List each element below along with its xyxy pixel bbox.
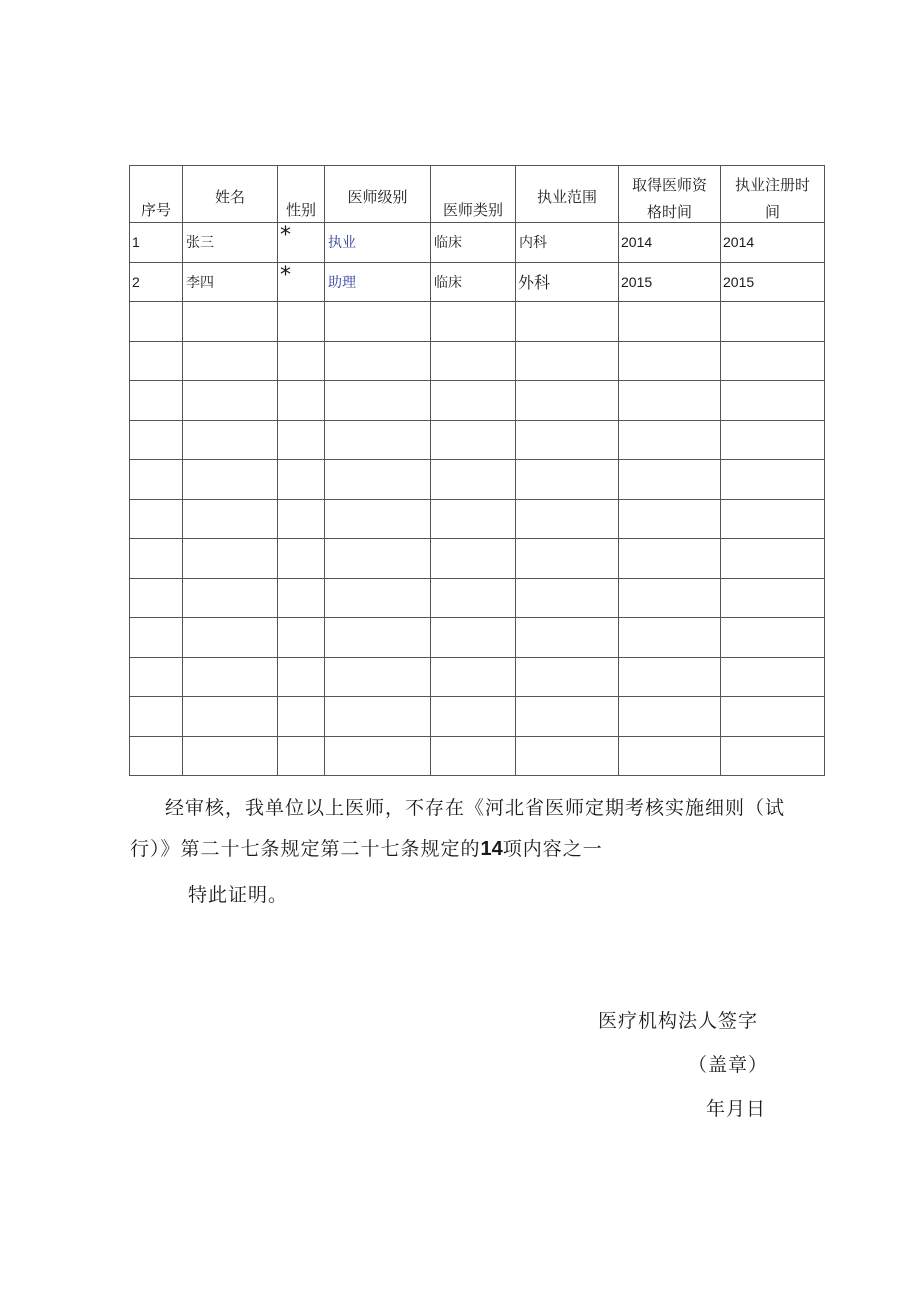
table-row-empty (130, 460, 825, 500)
physician-roster-table (129, 165, 825, 776)
cell-gender-empty (278, 736, 325, 776)
cell-gender-empty (278, 302, 325, 342)
header-registration-time: 执业注册时 间 (721, 166, 825, 223)
cell-name-empty (183, 618, 278, 658)
cell-gender-empty (278, 420, 325, 460)
cell-level-empty (325, 736, 431, 776)
cell-level-empty (325, 460, 431, 500)
cell-seq-empty (130, 618, 183, 658)
cell-category-empty (431, 499, 516, 539)
cell-category-empty (431, 539, 516, 579)
cell-qualification-time-empty (619, 341, 721, 381)
cell-level-empty (325, 539, 431, 579)
cell-level: 助理 (325, 262, 431, 302)
cell-registration-time-empty (721, 578, 825, 618)
cell-seq-empty (130, 381, 183, 421)
header-category: 医师类别 (431, 166, 516, 223)
cell-seq-empty (130, 341, 183, 381)
cell-gender-empty (278, 341, 325, 381)
cell-qualification-time-empty (619, 697, 721, 737)
cell-name-empty (183, 539, 278, 579)
cell-scope-empty (516, 381, 619, 421)
cell-name-empty (183, 697, 278, 737)
cell-registration-time-empty (721, 618, 825, 658)
table-row-empty (130, 578, 825, 618)
signature-seal: （盖章） (688, 1054, 769, 1076)
cell-level: 执业 (325, 223, 431, 263)
statement-line-2-text: 行）》第二十七条规定第二十七条规定的 (130, 838, 481, 860)
cell-gender: * (278, 262, 325, 302)
cell-registration-time-empty (721, 539, 825, 579)
cell-gender-empty (278, 460, 325, 500)
cell-registration-time-empty (721, 736, 825, 776)
cell-category-empty (431, 420, 516, 460)
cell-level-empty (325, 578, 431, 618)
table-row-empty (130, 539, 825, 579)
cell-name-empty (183, 578, 278, 618)
table-row-empty (130, 736, 825, 776)
cell-level-empty (325, 302, 431, 342)
cell-seq: 1 (130, 223, 183, 263)
cell-seq-empty (130, 460, 183, 500)
cell-gender: * (278, 223, 325, 263)
header-seq: 序号 (130, 166, 183, 223)
cell-scope: 外科 (516, 262, 619, 302)
cell-seq-empty (130, 697, 183, 737)
cell-seq-empty (130, 302, 183, 342)
statement-item-count: 14 (480, 838, 503, 860)
cell-registration-time-empty (721, 460, 825, 500)
cell-category-empty (431, 657, 516, 697)
cell-scope-empty (516, 697, 619, 737)
cell-name-empty (183, 460, 278, 500)
cell-registration-time: 2015 (721, 262, 825, 302)
cell-seq-empty (130, 578, 183, 618)
table-row-empty (130, 302, 825, 342)
cell-scope-empty (516, 618, 619, 658)
cell-registration-time-empty (721, 697, 825, 737)
statement-line-2-tail: 项内容之一 (502, 838, 603, 860)
cell-name-empty (183, 499, 278, 539)
table-row-empty (130, 697, 825, 737)
cell-qualification-time-empty (619, 302, 721, 342)
cell-scope: 内科 (516, 223, 619, 263)
cell-scope-empty (516, 657, 619, 697)
cell-name-empty (183, 302, 278, 342)
cell-gender-empty (278, 618, 325, 658)
cell-qualification-time-empty (619, 420, 721, 460)
table-row-empty (130, 420, 825, 460)
cell-gender-empty (278, 697, 325, 737)
cell-scope-empty (516, 539, 619, 579)
cell-registration-time-empty (721, 657, 825, 697)
signature-signer: 医疗机构法人签字 (598, 1010, 759, 1032)
cell-registration-time-empty (721, 499, 825, 539)
table-row-empty (130, 618, 825, 658)
cell-qualification-time-empty (619, 736, 721, 776)
table-header-row (130, 166, 825, 223)
cell-name-empty (183, 657, 278, 697)
statement-line-1: 经审核，我单位以上医师，不存在《河北省医师定期考核实施细则（试 (165, 797, 786, 819)
cell-category-empty (431, 697, 516, 737)
cell-category-empty (431, 381, 516, 421)
cell-name-empty (183, 341, 278, 381)
cell-category-empty (431, 578, 516, 618)
header-gender: 性别 (278, 166, 325, 223)
cell-gender-empty (278, 578, 325, 618)
cell-qualification-time: 2015 (619, 262, 721, 302)
cell-level-empty (325, 657, 431, 697)
cell-scope-empty (516, 420, 619, 460)
cell-level-empty (325, 499, 431, 539)
table-row-empty (130, 499, 825, 539)
cell-qualification-time-empty (619, 499, 721, 539)
table-row (130, 223, 825, 263)
cell-seq: 2 (130, 262, 183, 302)
cell-qualification-time-empty (619, 618, 721, 658)
cell-scope-empty (516, 460, 619, 500)
table-row-empty (130, 657, 825, 697)
cell-name: 李四 (183, 262, 278, 302)
cell-seq-empty (130, 657, 183, 697)
cell-qualification-time-empty (619, 381, 721, 421)
cell-name-empty (183, 736, 278, 776)
header-qualification-time: 取得医师资 格时间 (619, 166, 721, 223)
cell-category-empty (431, 460, 516, 500)
cell-gender-empty (278, 539, 325, 579)
header-scope: 执业范围 (516, 166, 619, 223)
table-row-empty (130, 381, 825, 421)
cell-registration-time: 2014 (721, 223, 825, 263)
cell-category-empty (431, 302, 516, 342)
cell-category: 临床 (431, 262, 516, 302)
cell-category-empty (431, 736, 516, 776)
cell-name: 张三 (183, 223, 278, 263)
cell-seq-empty (130, 420, 183, 460)
cell-registration-time-empty (721, 420, 825, 460)
cell-gender-empty (278, 657, 325, 697)
statement-certify: 特此证明。 (188, 884, 289, 906)
cell-scope-empty (516, 341, 619, 381)
cell-qualification-time-empty (619, 460, 721, 500)
table-row-empty (130, 341, 825, 381)
cell-category: 临床 (431, 223, 516, 263)
cell-seq-empty (130, 736, 183, 776)
cell-seq-empty (130, 499, 183, 539)
cell-gender-empty (278, 381, 325, 421)
cell-qualification-time-empty (619, 657, 721, 697)
cell-registration-time-empty (721, 302, 825, 342)
cell-scope-empty (516, 578, 619, 618)
cell-qualification-time-empty (619, 578, 721, 618)
cell-seq-empty (130, 539, 183, 579)
cell-qualification-time-empty (619, 539, 721, 579)
cell-level-empty (325, 618, 431, 658)
cell-name-empty (183, 381, 278, 421)
cell-name-empty (183, 420, 278, 460)
cell-qualification-time: 2014 (619, 223, 721, 263)
cell-registration-time-empty (721, 381, 825, 421)
cell-scope-empty (516, 736, 619, 776)
cell-scope-empty (516, 499, 619, 539)
cell-scope-empty (516, 302, 619, 342)
cell-registration-time-empty (721, 341, 825, 381)
header-name: 姓名 (183, 166, 278, 223)
cell-level-empty (325, 420, 431, 460)
header-level: 医师级别 (325, 166, 431, 223)
cell-level-empty (325, 381, 431, 421)
cell-level-empty (325, 697, 431, 737)
table-row (130, 262, 825, 302)
signature-date: 年月日 (706, 1098, 767, 1120)
cell-level-empty (325, 341, 431, 381)
cell-category-empty (431, 618, 516, 658)
statement-line-2 (130, 834, 830, 861)
cell-gender-empty (278, 499, 325, 539)
cell-category-empty (431, 341, 516, 381)
